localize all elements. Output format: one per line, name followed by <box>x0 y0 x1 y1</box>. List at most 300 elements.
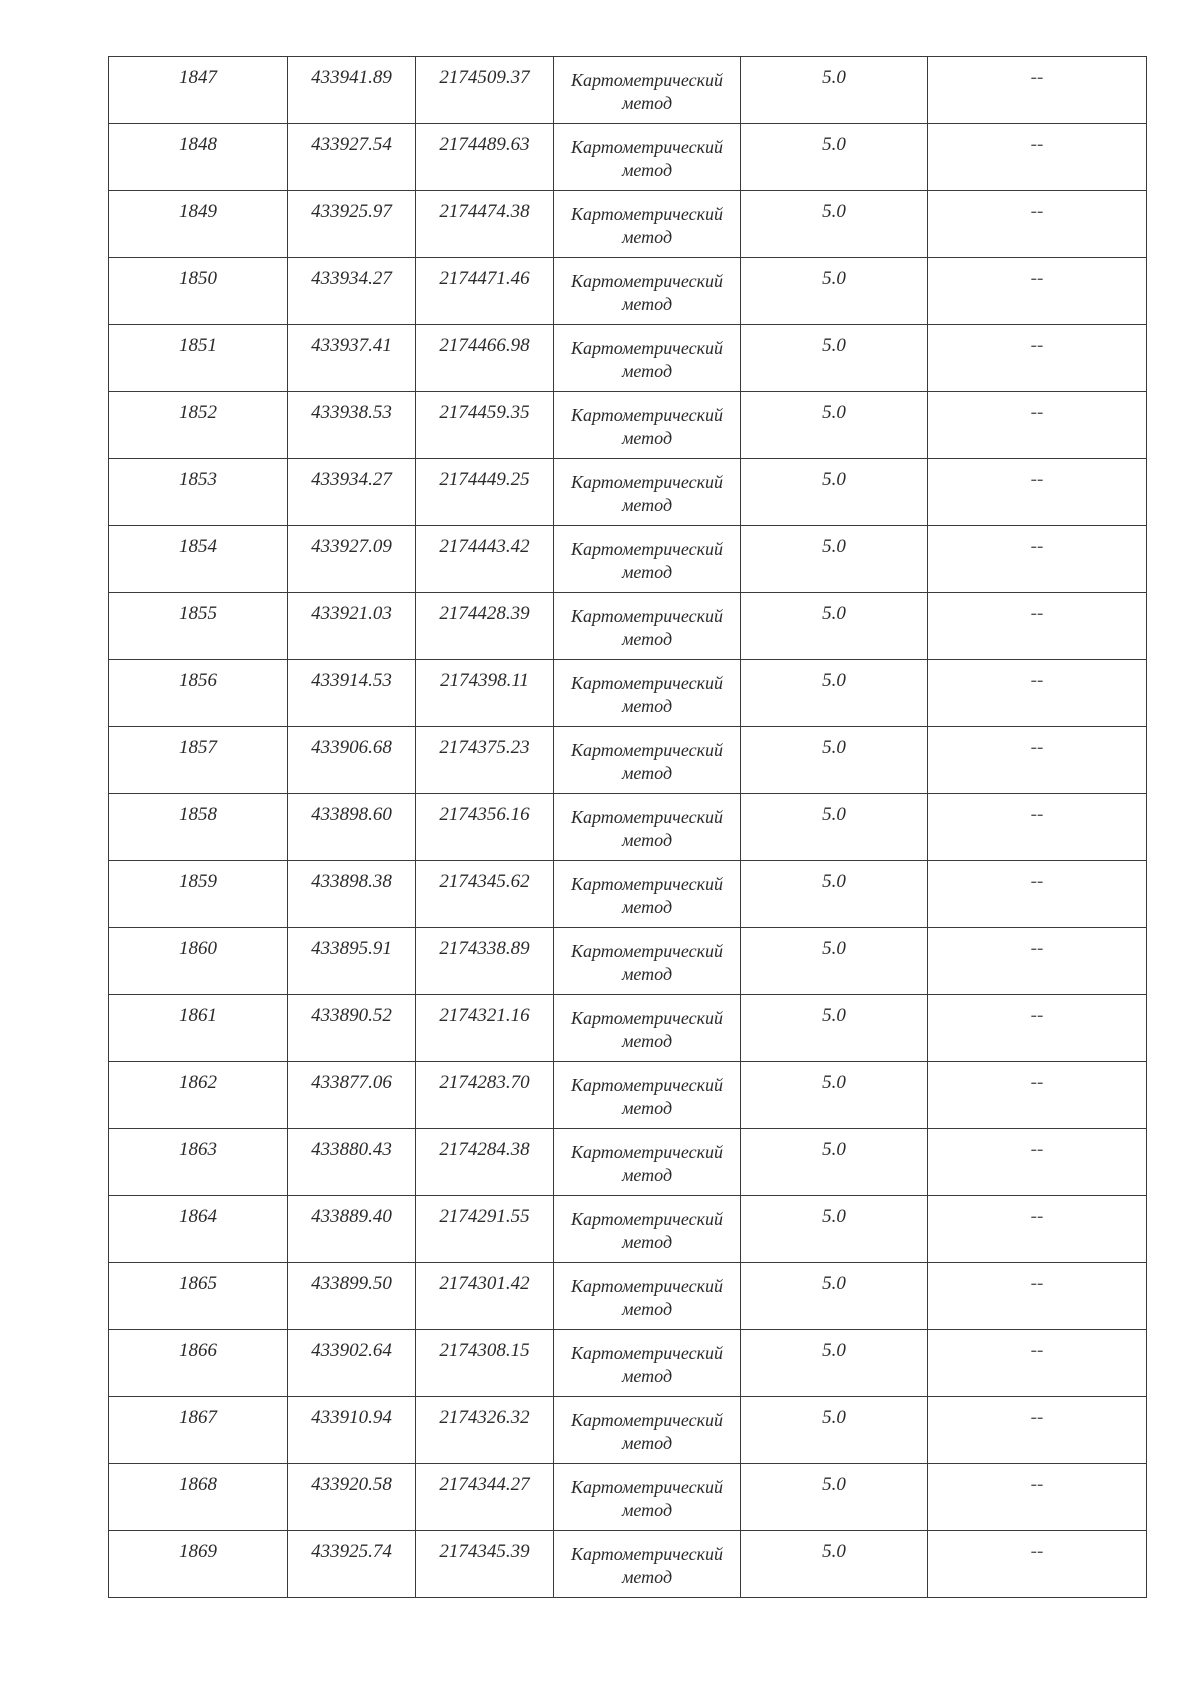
y-coordinate-cell <box>416 727 554 794</box>
note-text: -- <box>1030 402 1044 423</box>
note-cell <box>928 392 1147 459</box>
method-cell <box>554 660 741 727</box>
method-text-line2: метод <box>621 227 673 247</box>
accuracy-text: 5.0 <box>822 268 846 289</box>
accuracy-text: 5.0 <box>822 1407 846 1428</box>
x-coordinate-text: 433927.54 <box>311 134 392 155</box>
table-row <box>109 1196 1147 1263</box>
accuracy-text: 5.0 <box>822 469 846 490</box>
point-number-cell <box>109 459 288 526</box>
y-coordinate-text: 2174466.98 <box>439 335 530 356</box>
method-text-line1: Картометрический <box>570 1343 723 1363</box>
y-coordinate-text: 2174338.89 <box>439 938 530 959</box>
point-number-text: 1865 <box>179 1273 217 1294</box>
table-row <box>109 861 1147 928</box>
y-coordinate-cell <box>416 191 554 258</box>
accuracy-text: 5.0 <box>822 1206 846 1227</box>
table-row <box>109 593 1147 660</box>
y-coordinate-text: 2174443.42 <box>439 536 530 557</box>
y-coordinate-cell <box>416 392 554 459</box>
note-cell <box>928 928 1147 995</box>
note-cell <box>928 1330 1147 1397</box>
accuracy-cell <box>741 1062 928 1129</box>
point-number-cell <box>109 124 288 191</box>
method-text-line1: Картометрический <box>570 941 723 961</box>
accuracy-cell <box>741 1263 928 1330</box>
note-text: -- <box>1030 335 1044 356</box>
table-row <box>109 1397 1147 1464</box>
point-number-text: 1866 <box>179 1340 217 1361</box>
note-text: -- <box>1030 1474 1044 1495</box>
x-coordinate-cell <box>288 1129 416 1196</box>
y-coordinate-cell <box>416 861 554 928</box>
note-cell <box>928 459 1147 526</box>
method-cell <box>554 1129 741 1196</box>
method-cell <box>554 459 741 526</box>
method-text-line1: Картометрический <box>570 673 723 693</box>
method-cell <box>554 1330 741 1397</box>
method-cell <box>554 124 741 191</box>
note-cell <box>928 660 1147 727</box>
y-coordinate-text: 2174459.35 <box>439 402 530 423</box>
note-text: -- <box>1030 737 1044 758</box>
point-number-text: 1848 <box>179 134 217 155</box>
y-coordinate-text: 2174345.39 <box>439 1541 530 1562</box>
method-text-line1: Картометрический <box>570 1142 723 1162</box>
y-coordinate-cell <box>416 1531 554 1598</box>
x-coordinate-text: 433899.50 <box>311 1273 392 1294</box>
x-coordinate-text: 433937.41 <box>311 335 392 356</box>
point-number-cell <box>109 1263 288 1330</box>
method-text-line2: метод <box>621 562 673 582</box>
coordinates-table-body <box>109 57 1147 1598</box>
method-cell <box>554 325 741 392</box>
point-number-cell <box>109 1397 288 1464</box>
table-row <box>109 258 1147 325</box>
point-number-cell <box>109 325 288 392</box>
x-coordinate-cell <box>288 1531 416 1598</box>
method-text-line2: метод <box>621 495 673 515</box>
accuracy-cell <box>741 392 928 459</box>
x-coordinate-text: 433906.68 <box>311 737 392 758</box>
x-coordinate-text: 433941.89 <box>311 67 392 88</box>
x-coordinate-cell <box>288 995 416 1062</box>
x-coordinate-text: 433890.52 <box>311 1005 392 1026</box>
x-coordinate-text: 433902.64 <box>311 1340 392 1361</box>
point-number-cell <box>109 1196 288 1263</box>
y-coordinate-text: 2174308.15 <box>439 1340 530 1361</box>
method-text-line1: Картометрический <box>570 204 723 224</box>
note-text: -- <box>1030 1340 1044 1361</box>
method-text-line1: Картометрический <box>570 1075 723 1095</box>
x-coordinate-text: 433925.97 <box>311 201 392 222</box>
method-cell <box>554 191 741 258</box>
accuracy-text: 5.0 <box>822 201 846 222</box>
note-cell <box>928 1129 1147 1196</box>
table-row <box>109 1129 1147 1196</box>
method-text-line2: метод <box>621 1031 673 1051</box>
accuracy-cell <box>741 258 928 325</box>
y-coordinate-cell <box>416 1196 554 1263</box>
point-number-cell <box>109 57 288 124</box>
x-coordinate-cell <box>288 325 416 392</box>
accuracy-cell <box>741 1129 928 1196</box>
table-row <box>109 727 1147 794</box>
point-number-text: 1864 <box>179 1206 217 1227</box>
point-number-cell <box>109 258 288 325</box>
x-coordinate-cell <box>288 191 416 258</box>
accuracy-text: 5.0 <box>822 938 846 959</box>
method-cell <box>554 1397 741 1464</box>
method-text-line1: Картометрический <box>570 70 723 90</box>
y-coordinate-cell <box>416 1263 554 1330</box>
note-cell <box>928 593 1147 660</box>
y-coordinate-text: 2174301.42 <box>439 1273 530 1294</box>
method-text-line2: метод <box>621 1567 673 1587</box>
x-coordinate-text: 433914.53 <box>311 670 392 691</box>
point-number-cell <box>109 1464 288 1531</box>
x-coordinate-text: 433927.09 <box>311 536 392 557</box>
method-text-line2: метод <box>621 1165 673 1185</box>
x-coordinate-cell <box>288 861 416 928</box>
note-cell <box>928 995 1147 1062</box>
point-number-cell <box>109 392 288 459</box>
method-text-line1: Картометрический <box>570 606 723 626</box>
x-coordinate-cell <box>288 1263 416 1330</box>
accuracy-cell <box>741 1397 928 1464</box>
method-text-line2: метод <box>621 294 673 314</box>
accuracy-cell <box>741 1330 928 1397</box>
note-text: -- <box>1030 871 1044 892</box>
accuracy-cell <box>741 459 928 526</box>
method-cell <box>554 861 741 928</box>
method-text-line2: метод <box>621 1433 673 1453</box>
accuracy-text: 5.0 <box>822 536 846 557</box>
x-coordinate-text: 433898.60 <box>311 804 392 825</box>
accuracy-cell <box>741 995 928 1062</box>
y-coordinate-cell <box>416 459 554 526</box>
point-number-text: 1863 <box>179 1139 217 1160</box>
accuracy-cell <box>741 727 928 794</box>
method-text-line2: метод <box>621 629 673 649</box>
method-cell <box>554 1263 741 1330</box>
y-coordinate-text: 2174428.39 <box>439 603 530 624</box>
y-coordinate-cell <box>416 995 554 1062</box>
point-number-text: 1867 <box>179 1407 217 1428</box>
x-coordinate-cell <box>288 660 416 727</box>
method-text-line2: метод <box>621 763 673 783</box>
y-coordinate-cell <box>416 325 554 392</box>
method-cell <box>554 1464 741 1531</box>
method-cell <box>554 794 741 861</box>
method-text-line1: Картометрический <box>570 807 723 827</box>
table-row <box>109 928 1147 995</box>
point-number-text: 1851 <box>179 335 217 356</box>
accuracy-text: 5.0 <box>822 402 846 423</box>
point-number-text: 1854 <box>179 536 217 557</box>
point-number-text: 1857 <box>179 737 217 758</box>
point-number-cell <box>109 593 288 660</box>
table-row <box>109 325 1147 392</box>
y-coordinate-cell <box>416 526 554 593</box>
method-text-line1: Картометрический <box>570 539 723 559</box>
accuracy-cell <box>741 191 928 258</box>
accuracy-text: 5.0 <box>822 1005 846 1026</box>
coordinates-table <box>108 56 1147 1598</box>
note-text: -- <box>1030 938 1044 959</box>
table-row <box>109 57 1147 124</box>
x-coordinate-cell <box>288 1330 416 1397</box>
accuracy-text: 5.0 <box>822 1340 846 1361</box>
note-text: -- <box>1030 268 1044 289</box>
x-coordinate-text: 433910.94 <box>311 1407 392 1428</box>
note-cell <box>928 1397 1147 1464</box>
accuracy-cell <box>741 861 928 928</box>
method-cell <box>554 526 741 593</box>
method-text-line1: Картометрический <box>570 1008 723 1028</box>
note-cell <box>928 1062 1147 1129</box>
note-text: -- <box>1030 1005 1044 1026</box>
y-coordinate-cell <box>416 928 554 995</box>
x-coordinate-text: 433934.27 <box>311 469 392 490</box>
x-coordinate-cell <box>288 794 416 861</box>
table-row <box>109 1531 1147 1598</box>
method-cell <box>554 928 741 995</box>
table-row <box>109 794 1147 861</box>
method-text-line1: Картометрический <box>570 1477 723 1497</box>
x-coordinate-cell <box>288 526 416 593</box>
point-number-cell <box>109 526 288 593</box>
point-number-text: 1856 <box>179 670 217 691</box>
note-text: -- <box>1030 670 1044 691</box>
method-text-line1: Картометрический <box>570 1276 723 1296</box>
method-text-line1: Картометрический <box>570 874 723 894</box>
y-coordinate-text: 2174284.38 <box>439 1139 530 1160</box>
accuracy-cell <box>741 1196 928 1263</box>
x-coordinate-cell <box>288 392 416 459</box>
method-text-line1: Картометрический <box>570 1209 723 1229</box>
point-number-cell <box>109 1330 288 1397</box>
table-row <box>109 1263 1147 1330</box>
y-coordinate-text: 2174283.70 <box>439 1072 530 1093</box>
x-coordinate-cell <box>288 57 416 124</box>
x-coordinate-cell <box>288 459 416 526</box>
accuracy-text: 5.0 <box>822 1541 846 1562</box>
y-coordinate-text: 2174344.27 <box>439 1474 530 1495</box>
method-text-line2: метод <box>621 696 673 716</box>
x-coordinate-cell <box>288 124 416 191</box>
y-coordinate-text: 2174449.25 <box>439 469 530 490</box>
note-text: -- <box>1030 134 1044 155</box>
point-number-cell <box>109 727 288 794</box>
point-number-cell <box>109 928 288 995</box>
note-text: -- <box>1030 1139 1044 1160</box>
method-text-line2: метод <box>621 897 673 917</box>
x-coordinate-text: 433921.03 <box>311 603 392 624</box>
point-number-cell <box>109 861 288 928</box>
note-text: -- <box>1030 804 1044 825</box>
accuracy-text: 5.0 <box>822 335 846 356</box>
point-number-text: 1868 <box>179 1474 217 1495</box>
note-cell <box>928 325 1147 392</box>
x-coordinate-text: 433877.06 <box>311 1072 392 1093</box>
accuracy-cell <box>741 928 928 995</box>
point-number-text: 1855 <box>179 603 217 624</box>
accuracy-cell <box>741 593 928 660</box>
accuracy-text: 5.0 <box>822 603 846 624</box>
x-coordinate-text: 433895.91 <box>311 938 392 959</box>
accuracy-text: 5.0 <box>822 804 846 825</box>
x-coordinate-cell <box>288 727 416 794</box>
note-cell <box>928 258 1147 325</box>
note-cell <box>928 191 1147 258</box>
point-number-cell <box>109 660 288 727</box>
accuracy-cell <box>741 325 928 392</box>
method-text-line1: Картометрический <box>570 338 723 358</box>
accuracy-cell <box>741 660 928 727</box>
y-coordinate-cell <box>416 1464 554 1531</box>
table-row <box>109 995 1147 1062</box>
method-text-line2: метод <box>621 1299 673 1319</box>
x-coordinate-text: 433938.53 <box>311 402 392 423</box>
x-coordinate-cell <box>288 593 416 660</box>
accuracy-cell <box>741 124 928 191</box>
note-cell <box>928 727 1147 794</box>
note-cell <box>928 1196 1147 1263</box>
table-row <box>109 392 1147 459</box>
point-number-cell <box>109 1062 288 1129</box>
accuracy-text: 5.0 <box>822 67 846 88</box>
x-coordinate-text: 433934.27 <box>311 268 392 289</box>
note-cell <box>928 1464 1147 1531</box>
x-coordinate-cell <box>288 928 416 995</box>
accuracy-text: 5.0 <box>822 134 846 155</box>
y-coordinate-cell <box>416 1062 554 1129</box>
method-cell <box>554 57 741 124</box>
note-cell <box>928 57 1147 124</box>
note-cell <box>928 794 1147 861</box>
point-number-text: 1853 <box>179 469 217 490</box>
point-number-cell <box>109 1531 288 1598</box>
method-cell <box>554 258 741 325</box>
point-number-text: 1850 <box>179 268 217 289</box>
note-text: -- <box>1030 1072 1044 1093</box>
method-text-line1: Картометрический <box>570 472 723 492</box>
method-cell <box>554 593 741 660</box>
accuracy-cell <box>741 1464 928 1531</box>
y-coordinate-text: 2174474.38 <box>439 201 530 222</box>
y-coordinate-text: 2174398.11 <box>440 670 529 691</box>
x-coordinate-cell <box>288 1397 416 1464</box>
table-row <box>109 124 1147 191</box>
method-cell <box>554 995 741 1062</box>
method-text-line2: метод <box>621 93 673 113</box>
y-coordinate-text: 2174509.37 <box>439 67 530 88</box>
method-text-line2: метод <box>621 1366 673 1386</box>
x-coordinate-text: 433889.40 <box>311 1206 392 1227</box>
method-cell <box>554 1062 741 1129</box>
note-cell <box>928 1531 1147 1598</box>
x-coordinate-cell <box>288 1464 416 1531</box>
method-text-line2: метод <box>621 1500 673 1520</box>
point-number-cell <box>109 191 288 258</box>
note-cell <box>928 526 1147 593</box>
y-coordinate-text: 2174326.32 <box>439 1407 530 1428</box>
method-text-line2: метод <box>621 830 673 850</box>
x-coordinate-text: 433898.38 <box>311 871 392 892</box>
point-number-text: 1858 <box>179 804 217 825</box>
point-number-text: 1861 <box>179 1005 217 1026</box>
table-row <box>109 1330 1147 1397</box>
x-coordinate-cell <box>288 258 416 325</box>
table-row <box>109 1062 1147 1129</box>
point-number-cell <box>109 794 288 861</box>
table-row <box>109 660 1147 727</box>
note-text: -- <box>1030 67 1044 88</box>
method-cell <box>554 1531 741 1598</box>
y-coordinate-text: 2174356.16 <box>439 804 530 825</box>
method-text-line2: метод <box>621 361 673 381</box>
note-text: -- <box>1030 1407 1044 1428</box>
point-number-cell <box>109 995 288 1062</box>
note-text: -- <box>1030 603 1044 624</box>
method-cell <box>554 727 741 794</box>
table-row <box>109 459 1147 526</box>
y-coordinate-text: 2174375.23 <box>439 737 530 758</box>
x-coordinate-text: 433920.58 <box>311 1474 392 1495</box>
point-number-text: 1847 <box>179 67 217 88</box>
point-number-text: 1859 <box>179 871 217 892</box>
method-cell <box>554 392 741 459</box>
point-number-text: 1852 <box>179 402 217 423</box>
y-coordinate-text: 2174345.62 <box>439 871 530 892</box>
note-cell <box>928 1263 1147 1330</box>
y-coordinate-cell <box>416 593 554 660</box>
x-coordinate-cell <box>288 1196 416 1263</box>
point-number-text: 1849 <box>179 201 217 222</box>
accuracy-cell <box>741 1531 928 1598</box>
y-coordinate-cell <box>416 258 554 325</box>
note-text: -- <box>1030 1273 1044 1294</box>
accuracy-text: 5.0 <box>822 1474 846 1495</box>
note-text: -- <box>1030 469 1044 490</box>
point-number-cell <box>109 1129 288 1196</box>
table-row <box>109 1464 1147 1531</box>
accuracy-text: 5.0 <box>822 737 846 758</box>
point-number-text: 1869 <box>179 1541 217 1562</box>
note-text: -- <box>1030 1541 1044 1562</box>
x-coordinate-text: 433880.43 <box>311 1139 392 1160</box>
method-text-line2: метод <box>621 160 673 180</box>
x-coordinate-text: 433925.74 <box>311 1541 392 1562</box>
point-number-text: 1860 <box>179 938 217 959</box>
method-cell <box>554 1196 741 1263</box>
y-coordinate-text: 2174471.46 <box>439 268 530 289</box>
x-coordinate-cell <box>288 1062 416 1129</box>
method-text-line2: метод <box>621 1098 673 1118</box>
method-text-line2: метод <box>621 964 673 984</box>
note-cell <box>928 124 1147 191</box>
method-text-line1: Картометрический <box>570 1544 723 1564</box>
method-text-line1: Картометрический <box>570 1410 723 1430</box>
method-text-line1: Картометрический <box>570 740 723 760</box>
y-coordinate-text: 2174291.55 <box>439 1206 530 1227</box>
method-text-line1: Картометрический <box>570 137 723 157</box>
y-coordinate-cell <box>416 1330 554 1397</box>
accuracy-text: 5.0 <box>822 670 846 691</box>
method-text-line1: Картометрический <box>570 271 723 291</box>
y-coordinate-cell <box>416 794 554 861</box>
